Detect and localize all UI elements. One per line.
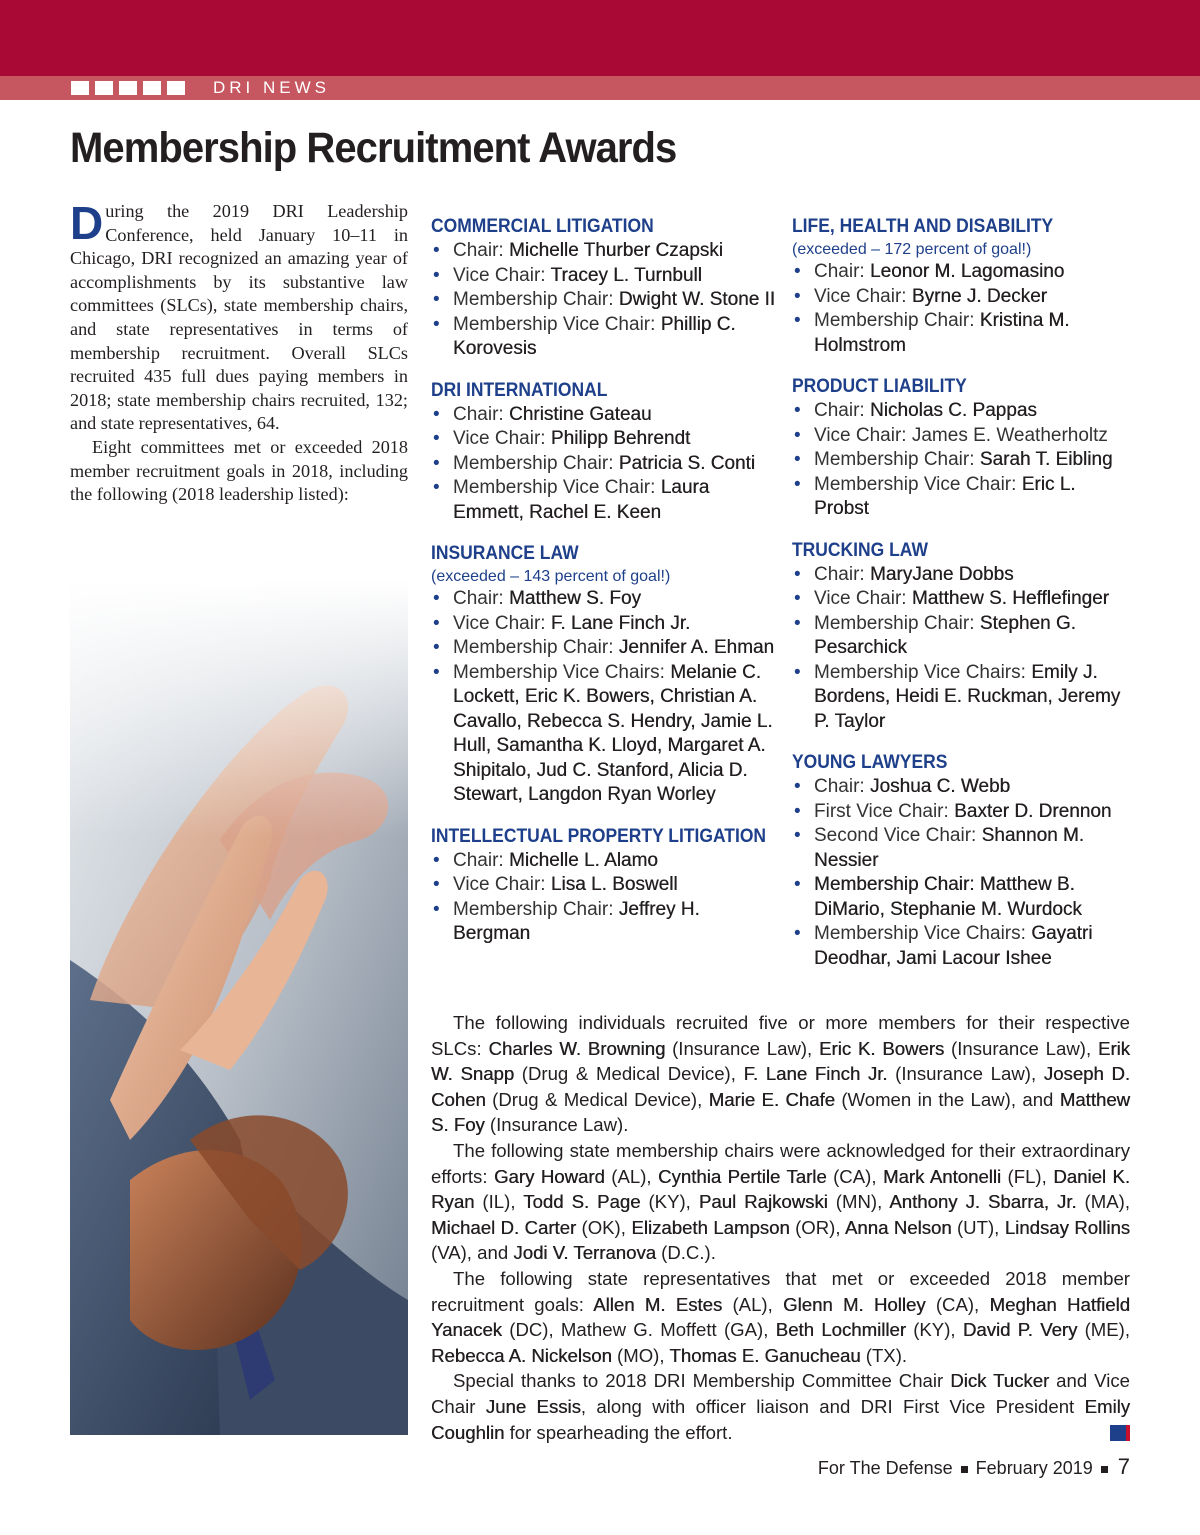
committee-section (792, 214, 1132, 358)
member-names: Laura Emmett, Rachel E. Keen (453, 477, 710, 523)
body-text-run: (OK), (576, 1216, 632, 1238)
drop-cap: D (70, 197, 104, 249)
body-text-run: (OR), (789, 1216, 845, 1238)
body-text-run: (ME), (1077, 1319, 1131, 1341)
leadership-item (431, 873, 776, 898)
leadership-item (792, 260, 1132, 285)
role-label: Membership Chair: (814, 612, 980, 634)
body-text-run: (Insurance Law), (944, 1037, 1098, 1059)
body-text-run: (Insurance Law), (887, 1063, 1044, 1085)
body-text-run: for spearheading the effort. (504, 1421, 733, 1443)
role-label: Chair: (814, 400, 870, 421)
member-name: Marie E. Chafe (708, 1088, 835, 1110)
body-text-run: (Drug & Medical Device), (485, 1088, 709, 1110)
committee-heading: TRUCKING LAW (792, 539, 928, 561)
leadership-item (792, 775, 1132, 800)
role-label: Membership Chair: (453, 289, 619, 310)
role-label: Membership Chair: (814, 310, 980, 331)
leadership-item (792, 612, 1132, 661)
committee-heading: COMMERCIAL LITIGATION (431, 216, 654, 237)
body-text-run: Special thanks to 2018 DRI Membership Committee Chair (453, 1370, 951, 1392)
member-name: Erik W. Snapp (431, 1037, 1130, 1085)
role-label: Vice Chair: James E. Weatherholtz (814, 424, 1108, 446)
member-names: Sarah T. Eibling (979, 449, 1113, 470)
body-text-run: (AL), (604, 1165, 659, 1187)
member-name: June Essis (485, 1395, 581, 1417)
member-name: Beth Lochmiller (775, 1319, 906, 1341)
role-label: Chair: (453, 849, 509, 871)
committee-heading: INSURANCE LAW (431, 543, 579, 564)
member-name: Rebecca A. Nickelson (431, 1344, 612, 1366)
leadership-item (431, 452, 776, 477)
role-label: Chair: (453, 240, 509, 261)
body-text-run: (MN), (827, 1191, 890, 1213)
leadership-item (431, 636, 776, 661)
leadership-list (431, 403, 776, 526)
member-name: Dick Tucker (950, 1370, 1050, 1392)
member-names: Nicholas C. Pappas (869, 400, 1037, 421)
role-label: Membership Chair: (814, 449, 980, 470)
member-names: F. Lane Finch Jr. (550, 612, 691, 634)
member-names: Matthew S. Hefflefinger (911, 588, 1109, 609)
member-names: Shannon M. Nessier (814, 825, 1085, 871)
role-label: Membership Vice Chair: (453, 313, 661, 335)
leadership-list (431, 849, 776, 947)
fd-end-logo: FD (1110, 1425, 1130, 1441)
leadership-list (792, 563, 1132, 735)
member-name: Eric K. Bowers (819, 1037, 945, 1059)
committee-section (792, 374, 1132, 522)
body-text-run: (Drug & Medical Device), (514, 1063, 744, 1085)
member-name: Joseph D. Cohen (431, 1063, 1130, 1110)
committee-heading: LIFE, HEALTH AND DISABILITY (792, 216, 1054, 237)
body-text-run: The following individuals recruited five or more members for their respective SLCs: (431, 1012, 1130, 1059)
member-name: Meghan Hatfield Yanacek (431, 1293, 1130, 1341)
role-label: Membership Vice Chairs: (453, 661, 671, 683)
member-names: Melanie C. Lockett, Eric K. Bowers, Christian A. Cavallo, Rebecca S. Hendry, Jamie L. Hull, Samantha K. Lloyd, Margaret A. Shipitalo, Jud C. Stanford, Alicia D. Stewart, Langdon Ryan Worley (453, 661, 773, 805)
role-label: Membership Vice Chair: (814, 473, 1022, 495)
leadership-list (792, 775, 1132, 971)
body-text-run: (KY), (905, 1319, 963, 1341)
member-names: Baxter D. Drennon (954, 800, 1112, 822)
body-text-run: (Insurance Law), (665, 1037, 820, 1059)
leadership-item (792, 922, 1132, 971)
member-names: Kristina M. Holmstrom (814, 310, 1070, 356)
leadership-item (431, 587, 776, 612)
leadership-item (792, 661, 1132, 735)
committee-section (431, 541, 776, 808)
committee-heading: INTELLECTUAL PROPERTY LITIGATION (431, 825, 767, 847)
role-label: Vice Chair: (453, 264, 551, 286)
member-name: Charles W. Browning (488, 1037, 666, 1059)
body-text-run: (Women in the Law), and (834, 1088, 1060, 1110)
committee-column-1 (431, 214, 776, 963)
member-name: Todd S. Page (523, 1191, 641, 1213)
member-names: Michelle L. Alamo (508, 849, 658, 871)
header-bar (0, 0, 1200, 76)
member-names: Gayatri Deodhar, Jami Lacour Ishee (814, 923, 1093, 969)
committee-section (431, 214, 776, 362)
member-name: Mark Antonelli (882, 1165, 1002, 1187)
body-text-run: (MO), (611, 1344, 670, 1366)
body-text-run: The following state representatives that met or exceeded 2018 member recruitment goals: (431, 1267, 1130, 1315)
body-text-run: (IL), (474, 1191, 524, 1213)
member-name: Michael D. Carter (431, 1216, 577, 1238)
committee-heading: YOUNG LAWYERS (792, 752, 948, 773)
leadership-list (792, 399, 1132, 522)
body-text-run: and Vice Chair (431, 1370, 1130, 1417)
leadership-item (431, 264, 776, 289)
role-label: Vice Chair: (453, 612, 551, 634)
member-names: Tracey L. Turnbull (550, 264, 702, 286)
member-name: Matthew S. Foy (431, 1088, 1130, 1136)
leadership-item (431, 288, 776, 313)
separator-square (961, 1466, 968, 1473)
body-text-run: (KY), (640, 1191, 699, 1213)
committee-column-2 (792, 214, 1132, 987)
role-label: Chair: (814, 563, 870, 585)
applauding-hands-photo (70, 580, 408, 1435)
article-title: Membership Recruitment Awards (70, 124, 677, 172)
committee-heading: DRI INTERNATIONAL (431, 379, 608, 401)
body-text-run: (FL), (1001, 1165, 1054, 1187)
role-label: Chair: (814, 261, 870, 282)
member-names: Leonor M. Lagomasino (869, 261, 1065, 282)
role-label: Membership Chair: (453, 452, 619, 474)
member-names: Philipp Behrendt (550, 428, 691, 449)
goal-note: (exceeded – 172 percent of goal!) (792, 241, 1032, 258)
leadership-list (792, 260, 1132, 358)
member-names: Stephen G. Pesarchick (814, 612, 1076, 658)
page-footer (818, 1455, 1130, 1480)
body-text-run: (CA), (925, 1293, 990, 1315)
leadership-item (792, 873, 1132, 922)
role-label: Membership Chair: (453, 637, 619, 658)
leadership-item (792, 424, 1132, 449)
role-label: Chair: (814, 776, 870, 797)
leadership-item (792, 473, 1132, 522)
body-text-run: (Insurance Law). (484, 1114, 629, 1136)
intro-paragraph-1: uring the 2019 DRI Leadership Conference, held January 10–11 in Chicago, DRI recognized an amazing year of accomplishments by its substantive law committees (SLCs), state membership chairs, and state representatives in terms of membership recruitment. Overall SLCs recruited 435 full dues paying members in 2018; state membership chairs recruited, 132; and state representatives, 64. (70, 201, 408, 434)
role-label: Chair: (453, 403, 509, 425)
member-names: Emily J. Bordens, Heidi E. Ruckman, Jeremy P. Taylor (814, 661, 1121, 732)
role-label: Vice Chair: (453, 428, 551, 449)
member-names: Jennifer A. Ehman (618, 637, 775, 658)
role-label: Membership Vice Chairs: (814, 923, 1032, 944)
state-representatives-paragraph (431, 1266, 1130, 1368)
member-name: Emily Coughlin (431, 1395, 1130, 1443)
member-name: F. Lane Finch Jr. (743, 1063, 888, 1085)
member-names: Christine Gateau (508, 403, 652, 425)
leadership-list (431, 587, 776, 808)
separator-square (1101, 1466, 1108, 1473)
member-name: Cynthia Pertile Tarle (658, 1165, 827, 1187)
leadership-item (792, 824, 1132, 873)
body-text-run: (TX). (860, 1344, 908, 1366)
member-name: Glenn M. Holley (783, 1293, 926, 1315)
member-names: Jeffrey H. Bergman (453, 898, 700, 944)
body-text-run: (CA), (826, 1165, 883, 1187)
body-text-run: (D.C.). (655, 1242, 716, 1264)
member-names: Michelle Thurber Czapski (508, 240, 723, 261)
member-name: Anna Nelson (844, 1216, 952, 1238)
leadership-list (431, 239, 776, 362)
section-squares (71, 81, 185, 95)
committee-section (792, 750, 1132, 971)
leadership-item (431, 612, 776, 637)
leadership-item (792, 448, 1132, 473)
leadership-item (431, 313, 776, 362)
leadership-item (431, 239, 776, 264)
recognition-text (431, 1010, 1148, 1445)
member-names: Patricia S. Conti (618, 452, 756, 474)
state-chairs-paragraph (431, 1138, 1130, 1266)
section-label: DRI NEWS (213, 78, 330, 97)
member-name: David P. Very (962, 1319, 1078, 1341)
intro-paragraph-2: Eight committees met or exceeded 2018 member recruitment goals in 2018, including the following (2018 leadership listed): (70, 436, 408, 505)
leadership-item (792, 800, 1132, 825)
member-name: Gary Howard (493, 1165, 605, 1187)
goal-note: (exceeded – 143 percent of goal!) (431, 568, 671, 585)
member-name: Thomas E. Ganucheau (669, 1344, 861, 1366)
role-label: Vice Chair: (814, 588, 912, 609)
role-label: Membership Chair: (453, 898, 619, 920)
leadership-item (431, 476, 776, 525)
member-names: MaryJane Dobbs (869, 563, 1014, 585)
committee-section (431, 824, 776, 947)
body-text-run: (MA), (1076, 1191, 1130, 1213)
issue-date: February 2019 (975, 1458, 1093, 1478)
leadership-item (431, 661, 776, 808)
leadership-item (792, 285, 1132, 310)
slc-recruiters-paragraph (431, 1010, 1130, 1138)
role-label: Membership Vice Chairs: (814, 661, 1032, 683)
member-name: Daniel K. Ryan (431, 1165, 1130, 1213)
member-name: Elizabeth Lampson (631, 1216, 790, 1238)
member-name: Allen M. Estes (593, 1293, 723, 1315)
member-names: Matthew S. Foy (508, 588, 641, 609)
special-thanks-paragraph (431, 1368, 1148, 1445)
body-text-run: (UT), (951, 1216, 1005, 1238)
member-name: Anthony J. Sbarra, Jr. (889, 1191, 1077, 1213)
intro-text (70, 197, 408, 507)
committee-section (792, 538, 1132, 735)
leadership-item (431, 898, 776, 947)
role-label: Vice Chair: (814, 285, 912, 307)
leadership-item (792, 587, 1132, 612)
member-names: Eric L. Probst (814, 473, 1076, 519)
role-label: Second Vice Chair: (814, 825, 982, 846)
member-names: Dwight W. Stone II (618, 289, 776, 310)
role-label: First Vice Chair: (814, 800, 955, 822)
role-label: Membership Vice Chair: (453, 477, 661, 498)
publication-name: For The Defense (817, 1458, 953, 1478)
member-names: Membership Chair: Matthew B. DiMario, Stephanie M. Wurdock (814, 874, 1082, 920)
member-names: Joshua C. Webb (869, 776, 1011, 797)
leadership-item (431, 427, 776, 452)
body-text-run: The following state membership chairs were acknowledged for their extraordinary efforts: (431, 1139, 1130, 1187)
role-label: Chair: (453, 588, 509, 609)
member-names: Phillip C. Korovesis (453, 313, 736, 359)
member-names: Byrne J. Decker (911, 285, 1048, 307)
member-names: Lisa L. Boswell (550, 874, 678, 895)
body-text-run: (VA), and (431, 1242, 514, 1264)
body-text-run: (DC), Mathew G. Moffett (GA), (501, 1319, 776, 1341)
leadership-item (792, 309, 1132, 358)
member-name: Jodi V. Terranova (513, 1242, 656, 1264)
body-text-run: (AL), (722, 1293, 784, 1315)
body-text-run: , along with officer liaison and DRI First Vice President (580, 1395, 1085, 1417)
leadership-item (431, 849, 776, 874)
leadership-item (792, 563, 1132, 588)
member-name: Paul Rajkowski (698, 1191, 828, 1213)
page-number: 7 (1117, 1454, 1130, 1479)
member-name: Lindsay Rollins (1004, 1216, 1130, 1238)
committee-section (431, 378, 776, 526)
leadership-item (431, 403, 776, 428)
committee-heading: PRODUCT LIABILITY (792, 376, 967, 397)
leadership-item (792, 399, 1132, 424)
role-label: Vice Chair: (453, 874, 551, 895)
